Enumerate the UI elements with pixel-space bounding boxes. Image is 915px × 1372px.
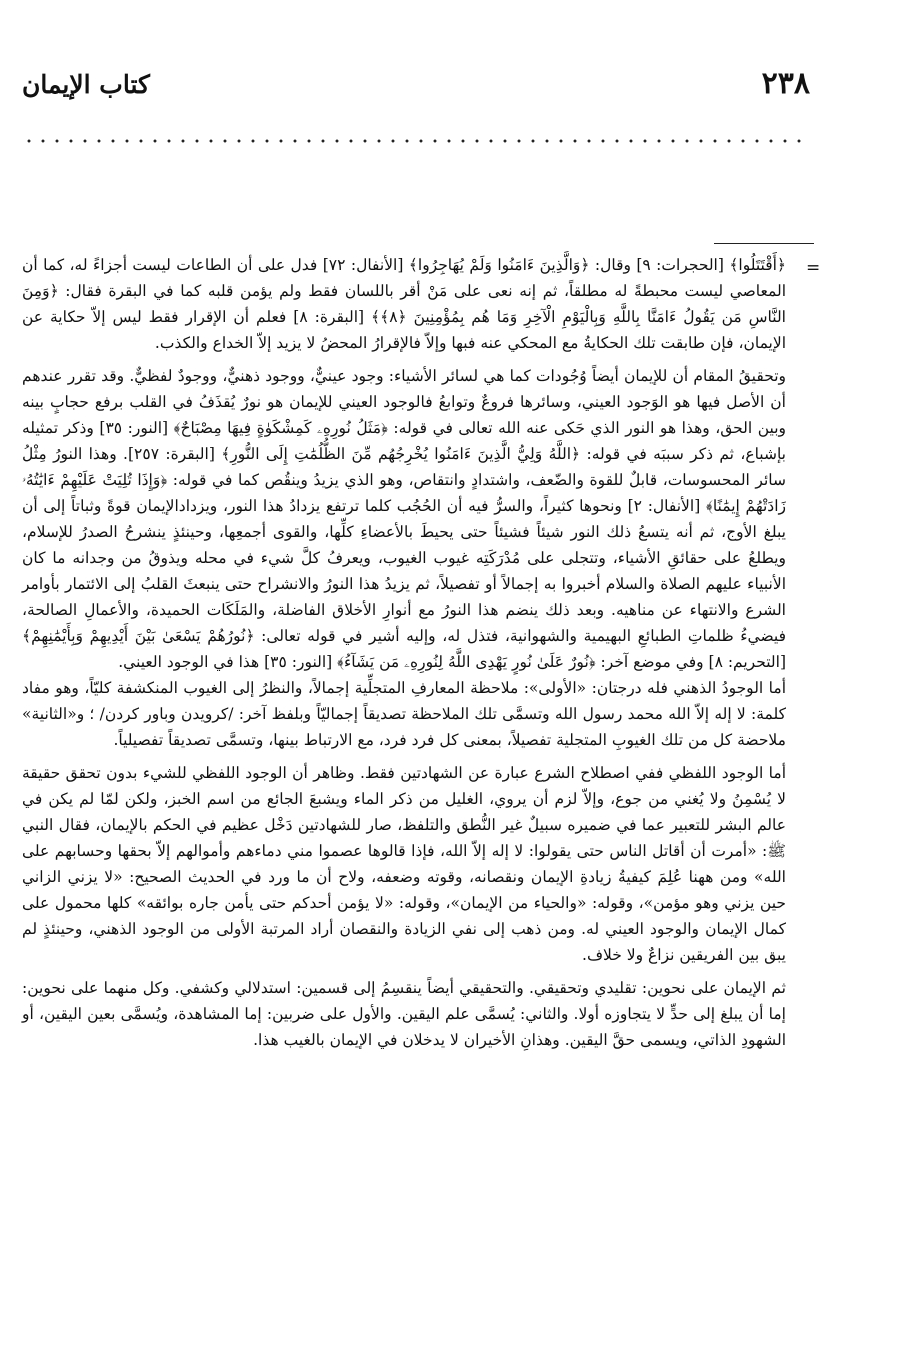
page-header — [22, 66, 810, 106]
paragraph-1: ﴿أَقْتَتَلُوا﴾ [الحجرات: ٩] وقال: ﴿وَالَّذِينَ ءَامَنُوا وَلَمْ يُهَاجِرُوا﴾ [الأنفال: ٧٢] فدل على أن الطاعات ليست أجزاءً له، كما أن المعاصي ليست محبطةً له مطلقاً، ثم إنه نعى على مَنْ أقر باللسان فقط ولم يؤمن قلبه كما في البقرة فقال: ﴿وَمِنَ النَّاسِ مَن يَقُولُ ءَامَنَّا بِاللَّهِ وَبِالْيَوْمِ الْآخِرِ وَمَا هُم بِمُؤْمِنِينَ ﴿٨﴾﴾ [البقرة: ٨] فعلم أن الإقرار فقط ليس إلاّ حكاية عن الإيمان، فإن طابقت تلك الحكايةُ مع المحكي عنه فبها وإلاّ فالإقرارُ المحضُ لا يزيد إلاّ الخداع والكذب. — [22, 256, 786, 352]
paragraph-4: أما الوجود اللفظي ففي اصطلاح الشرع عبارة عن الشهادتين فقط. وظاهر أن الوجود اللفظي للشيء بدون تحقق حقيقة لا يُسْمِنُ ولا يُغني من جوع، وإلاّ لزم أن يروي، الغليل من ذكر الماء ويشبعَ الجائع من اسم الخبز، ولكن لمّا لم يكن في عالم البشر للتعبير عما في ضميره سبيلٌ غير النُّطق والتلفظ، صار للشهادتين دَخْل عظيم في الحكم بالإيمان، فقال النبي ﷺ: «أمرت أن أقاتل الناس حتى يقولوا: لا إله إلاّ الله، فإذا قالوها عصموا مني دماءهم وأموالهم إلاّ بحقها وحسابهم على الله» ومن ههنا عُلِمَ كيفيةُ زيادةِ الإيمان ونقصانه، وقوته وضعفه، ولاح أن ما ورد في الحديث الصحيح: «لا يزني الزاني حين يزني وهو مؤمن»، وقوله: «والحياء من الإيمان»، وقوله: «لا يؤمن أحدكم حتى يأمن جاره بوائقه» كلها محمول على كمال الإيمان والوجود العيني له. ومن ذهب إلى نفي الزيادة والنقصان أراد المرتبة الأولى من الوجود الذهني، وحينئذٍ لم يبق بين الفريقين نزاعٌ ولا خلاف. — [22, 764, 786, 964]
continuation-mark: = — [806, 258, 821, 278]
dotted-separator — [22, 138, 810, 144]
footnote-text — [22, 252, 786, 1053]
footnote-rule — [714, 243, 814, 244]
paragraph-3: أما الوجودُ الذهني فله درجتان: «الأولى»: ملاحظة المعارفِ المتجلِّية إجمالاً، والنظرُ إلى الغيوب المنكشفة كليّاً، وهو مفاد كلمة: لا إله إلاّ الله محمد رسول الله وتسمَّى تلك الملاحظة تصديقاً إجماليّاً وبلفظ آخر: /كرويدن وباور كردن/ ؛ و«الثانية» ملاحضة كل من تلك الغيوبِ المتجلية تفصيلاً، بمعنى كل فرد فرد، مع الارتباط بينها، وتسمَّى تصديقاً تفصيلياً. — [22, 679, 786, 749]
running-title: كتاب الإيمان — [22, 70, 150, 99]
page-number: ٢٣٨ — [761, 66, 810, 101]
paragraph-2: وتحقيقُ المقام أن للإيمان أيضاً وُجُودات كما هي لسائر الأشياء: وجود عينيٌّ، ووجود ذهنيٌّ، ووجودٌ لفظيٌّ. وقد تقرر عندهم أن الأصل فيها هو الوَجود العيني، وسائرها فروعٌ وتوابعُ فالوجود العيني للإيمان هو نورٌ يُقذَفُ في القلب برفع حجابٍ بينه وبين الحق، وهذا هو النور الذي حَكى عنه الله تعالى في قوله: ﴿مَثَلُ نُورِهِۦ كَمِشْكَوٰةٍ فِيهَا مِصْبَاحٌ﴾ [النور: ٣٥] وذكر تمثيله بإشباع، ثم ذكر سببَه في قوله: ﴿اللَّهُ وَلِيُّ الَّذِينَ ءَامَنُوا يُخْرِجُهُم مِّنَ الظُّلُمَٰتِ إِلَى النُّورِ﴾ [البقرة: ٢٥٧]. وهذا النورُ مِثْلُ سائر المحسوسات، قابلٌ للقوة والضّعف، واشتدادٍ وانتقاص، وهو الذي يزيدُ وينقُص كما في قوله: ﴿وَإِذَا تُلِيَتْ عَلَيْهِمْ ءَايَٰتُهُۥ زَادَتْهُمْ إِيمَٰنًا﴾ [الأنفال: ٢] ونحوها كثيراً، والسرُّ فيه أن الحُجُب كلما ترتفع يزدادُ هذا النور، ويزدادالإيمان قوةً وثباتاً إلى أن يبلغ الأوج، ثم أنه يتسعُ ذلك النور شيئاً فشيئاً حتى يحيطَ بالأعضاءِ كلِّها، والقوى أجمعِها، وحينئذٍ ينشرحُ الصدرُ للإسلام، ويطلعُ على حقائقِ الأشياء، وتتجلى على مُدْرَكَتِه غيوب الغيوب، ويعرفُ كلَّ شيء في محله ويذوقُ من وجدانه ما كان الأنبياء عليهم الصلاة والسلام أخبروا به إجمالاً أو تفصيلاً، ثم يزيدُ هذا النورُ والانشراح حتى ينبعثَ القلبُ إلى الائتمار بأوامر الشرع والانتهاء عن مناهيه. وبعد ذلك ينضم هذا النورُ مع أنوارِ الأخلاق الفاضلة، والمَلَكَات الحميدة، والأعمالِ الصالحة، فيضيءُ ظلماتِ الطبائعِ البهيمية والشهوانية، فتذل له، وإليه أشير في قوله تعالى: ﴿نُورُهُمْ يَسْعَىٰ بَيْنَ أَيْدِيهِمْ وَبِأَيْمَٰنِهِمْ﴾ [التحريم: ٨] وفي موضع آخر: ﴿نُورٌ عَلَىٰ نُورٍ يَهْدِى اللَّهُ لِنُورِهِۦ مَن يَشَآءُ﴾ [النور: ٣٥] هذا في الوجود العيني. — [22, 367, 786, 671]
paragraph-5: ثم الإيمان على نحوين: تقليدي وتحقيقي. والتحقيقي أيضاً ينقسِمُ إلى قسمين: استدلالي وكشفي. وكل منهما على نحوين: إما أن يبلغ إلى حدٍّ لا يتجاوزه أولا. والثاني: يُسمَّى علم اليقين. والأول على ضربين: إما المشاهدة، ويُسمَّى بعين اليقين، أو الشهودِ الذاتي، ويسمى حقَّ اليقين. وهذانِ الأخيران لا يدخلان في الإيمان بالغيب هذا. — [22, 979, 786, 1049]
